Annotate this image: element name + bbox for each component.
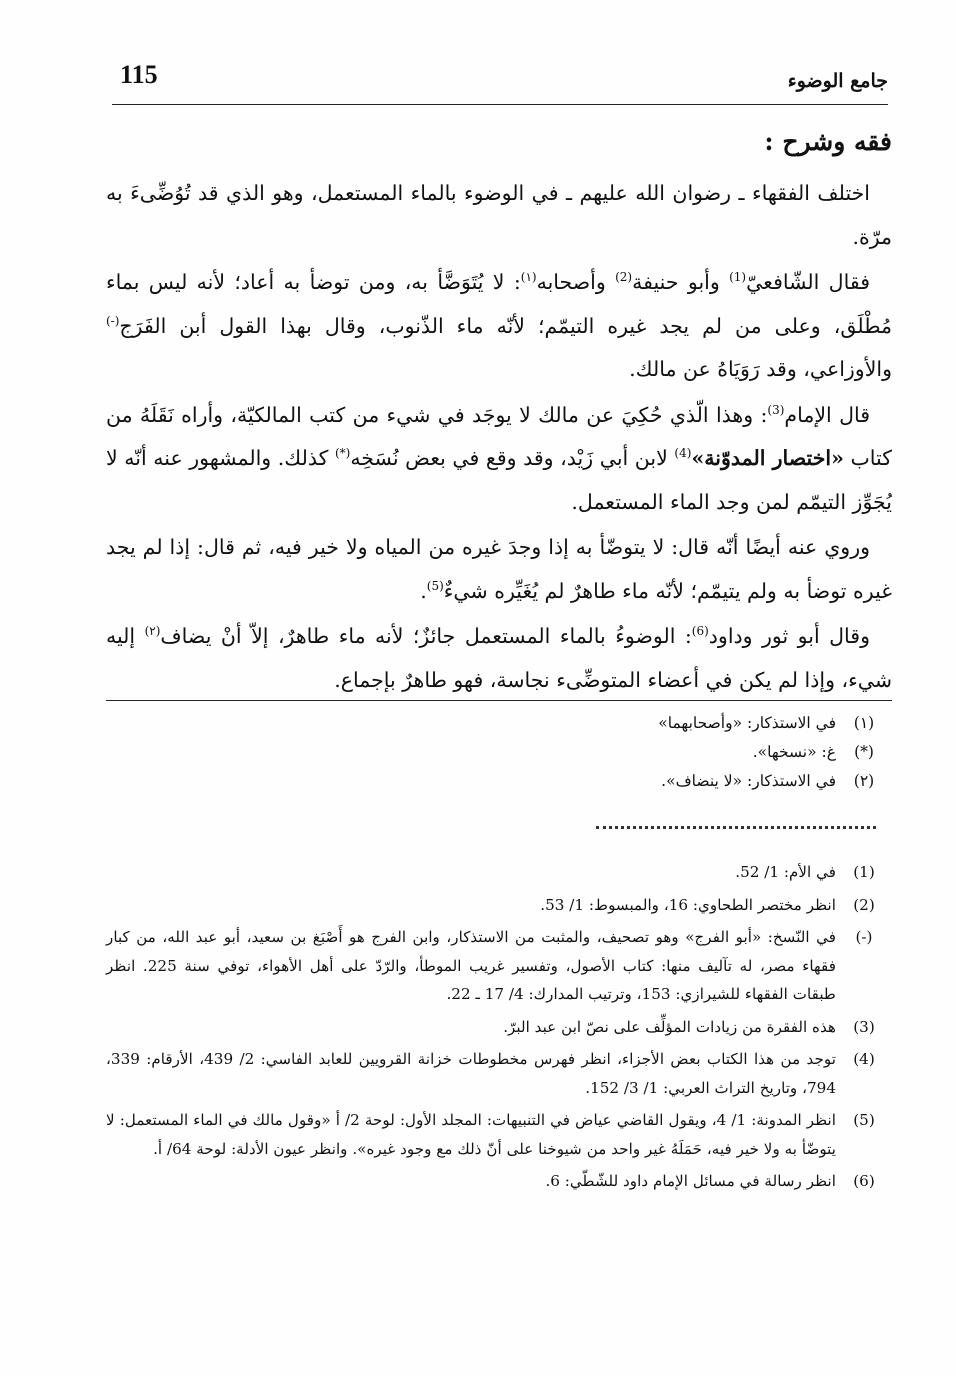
footnote bbox=[106, 858, 892, 887]
page-header bbox=[112, 58, 888, 105]
footnotes bbox=[106, 858, 892, 1200]
footnote-ref: (1) bbox=[729, 270, 747, 285]
note-text: في النّسخ: «أبو الفرج» وهو تصحيف، والمثبت من الاستذكار، وابن الفرج هو أَصْبَغ بن سعيد، أبو عبد الله، من كبار فقهاء مصر، له تآليف منها: كتاب الأصول، وتفسير غريب الموطأ، والرّدّ على أهل الأهواء، توفي سنة 225. انظر طبقات الفقهاء للشيرازي: 153، وترتيب المدارك: 4/ 17 ـ 22. bbox=[106, 928, 836, 1003]
footnote bbox=[106, 923, 892, 1009]
footnote-ref: (5) bbox=[426, 578, 444, 593]
apparatus-note bbox=[106, 709, 892, 738]
paragraph-text: كذلك. والمشهور عنه أنّه لا يُجَوِّز التيمّم لمن وجد الماء المستعمل. bbox=[106, 446, 892, 514]
running-title: جامع الوضوء bbox=[787, 70, 888, 92]
note-number: (6) bbox=[853, 1172, 875, 1190]
paragraph-text: فقال الشّافعيّ bbox=[746, 270, 870, 294]
footnote-ref: (-) bbox=[106, 313, 120, 328]
note-number: (*) bbox=[854, 743, 874, 761]
note-text: في الأم: 1/ 52. bbox=[735, 863, 836, 881]
paragraph-text: : وهذا الّذي حُكِيَ عن مالك لا يوجَد في شيء من كتب المالكيّة، وأراه نَقَلَهُ من كتاب bbox=[106, 402, 892, 470]
paragraph-text: إليه شيء، وإذا لم يكن في أعضاء المتوضِّىء نجاسة، فهو طاهرٌ بإجماع. bbox=[106, 624, 892, 692]
paragraph-1 bbox=[106, 172, 892, 259]
note-text: انظر مختصر الطحاوي: 16، والمبسوط: 1/ 53. bbox=[540, 895, 836, 914]
note-text: في الاستذكار: «وأصحابهما» bbox=[658, 714, 836, 732]
paragraph-text: وأصحابه bbox=[536, 270, 616, 294]
note-number: (3) bbox=[853, 1017, 875, 1036]
paragraph-5 bbox=[106, 615, 892, 702]
paragraph-text: لابن أبي زَيْد، وقد وقع في بعض نُسَخِه bbox=[350, 446, 675, 470]
note-number: (2) bbox=[853, 895, 875, 914]
paragraph-4 bbox=[106, 526, 892, 613]
book-title: «اختصار المدوّنة» bbox=[691, 446, 844, 470]
note-text: هذه الفقرة من زيادات المؤلِّف على نصّ ابن عبد البرّ. bbox=[503, 1017, 836, 1036]
paragraph-text: والأوزاعي، وقد رَوَيَاهُ عن مالك. bbox=[629, 357, 892, 381]
footnote bbox=[106, 1013, 892, 1042]
note-number: (5) bbox=[853, 1111, 875, 1129]
paragraph-text: : لا يُتَوَضَّأ به، ومن توضأ به أعاد؛ لأنه ليس بماء مُطْلَق، وعلى من لم يجد غيره التيمّم؛ لأنّه ماء الذّنوب، وقال بهذا القول أبن الفَرَج bbox=[106, 270, 892, 338]
footnote-ref: (١) bbox=[520, 270, 537, 285]
footnote-ref: (6) bbox=[691, 624, 709, 639]
dotted-separator bbox=[596, 826, 876, 829]
footnote bbox=[106, 1167, 892, 1196]
paragraph-text: : الوضوءُ بالماء المستعمل جائزٌ؛ لأنه ماء طاهرٌ، إلاّ أنْ يضاف bbox=[160, 624, 692, 648]
note-text: غ: «نسخها». bbox=[752, 743, 836, 761]
paragraph-text: . bbox=[420, 578, 427, 603]
footnote-ref: (3) bbox=[767, 402, 785, 417]
paragraph-text: وأبو حنيفة bbox=[632, 270, 730, 294]
paragraph-text: قال الإمام bbox=[784, 402, 871, 427]
note-number: (4) bbox=[853, 1050, 875, 1068]
apparatus-notes bbox=[106, 700, 892, 796]
section-heading: فقه وشرح : bbox=[764, 127, 892, 156]
note-number: (-) bbox=[855, 928, 873, 946]
paragraph-3 bbox=[106, 394, 892, 525]
main-text bbox=[106, 120, 892, 704]
footnote-ref: (2) bbox=[615, 270, 633, 285]
note-text: انظر رسالة في مسائل الإمام داود للشّطّي: 6. bbox=[545, 1172, 836, 1190]
note-text: توجد من هذا الكتاب بعض الأجزاء، انظر فهرس مخطوطات خزانة القرويين للعابد الفاسي: 2/ 439، الأرقام: 339، 794، وتاريخ التراث العربي: 1/ 3/ 152. bbox=[106, 1050, 836, 1097]
paragraph-2 bbox=[106, 261, 892, 392]
note-number: (٢) bbox=[853, 772, 875, 790]
apparatus-note bbox=[106, 738, 892, 767]
paragraph-text: اختلف الفقهاء ـ رضوان الله عليهم ـ في الوضوء بالماء المستعمل، وهو الذي قد تُوُضِّىءَ به مرّة. bbox=[106, 181, 892, 249]
paragraph-text: وقال أبو ثور وداود bbox=[708, 624, 870, 648]
footnote bbox=[106, 1045, 892, 1102]
paragraph-text: وروي عنه أيضًا أنّه قال: لا يتوضّأ به إذا وجدَ غيره من المياه ولا خير فيه، ثم قال: إذا لم يجد غيره توضأ به ولم يتيمّم؛ لأنّه ماء طاهرٌ لم يُغَيِّره شيءٌ bbox=[106, 535, 892, 603]
note-text: في الاستذكار: «لا ينضاف». bbox=[661, 772, 836, 790]
note-number: (١) bbox=[853, 714, 875, 732]
note-number: (1) bbox=[853, 863, 875, 881]
page-number: 115 bbox=[120, 60, 158, 89]
footnote bbox=[106, 1106, 892, 1163]
footnote-ref: (*) bbox=[334, 446, 351, 461]
apparatus-note bbox=[106, 767, 892, 796]
footnote-ref: (4) bbox=[674, 446, 692, 461]
note-text: انظر المدونة: 1/ 4، ويقول القاضي عياض في التنبيهات: المجلد الأول: لوحة 2/ أ «وقول مالك في الماء المستعمل: لا يتوضّأ به ولا خير فيه، حَمَلَهُ غير واحد من شيوخنا على أنّ ذلك مع وجود غيره». وانظر عيون الأدلة: لوحة 64/ أ. bbox=[106, 1111, 837, 1158]
footnote-ref: (٢) bbox=[144, 624, 161, 639]
footnote bbox=[106, 891, 892, 920]
